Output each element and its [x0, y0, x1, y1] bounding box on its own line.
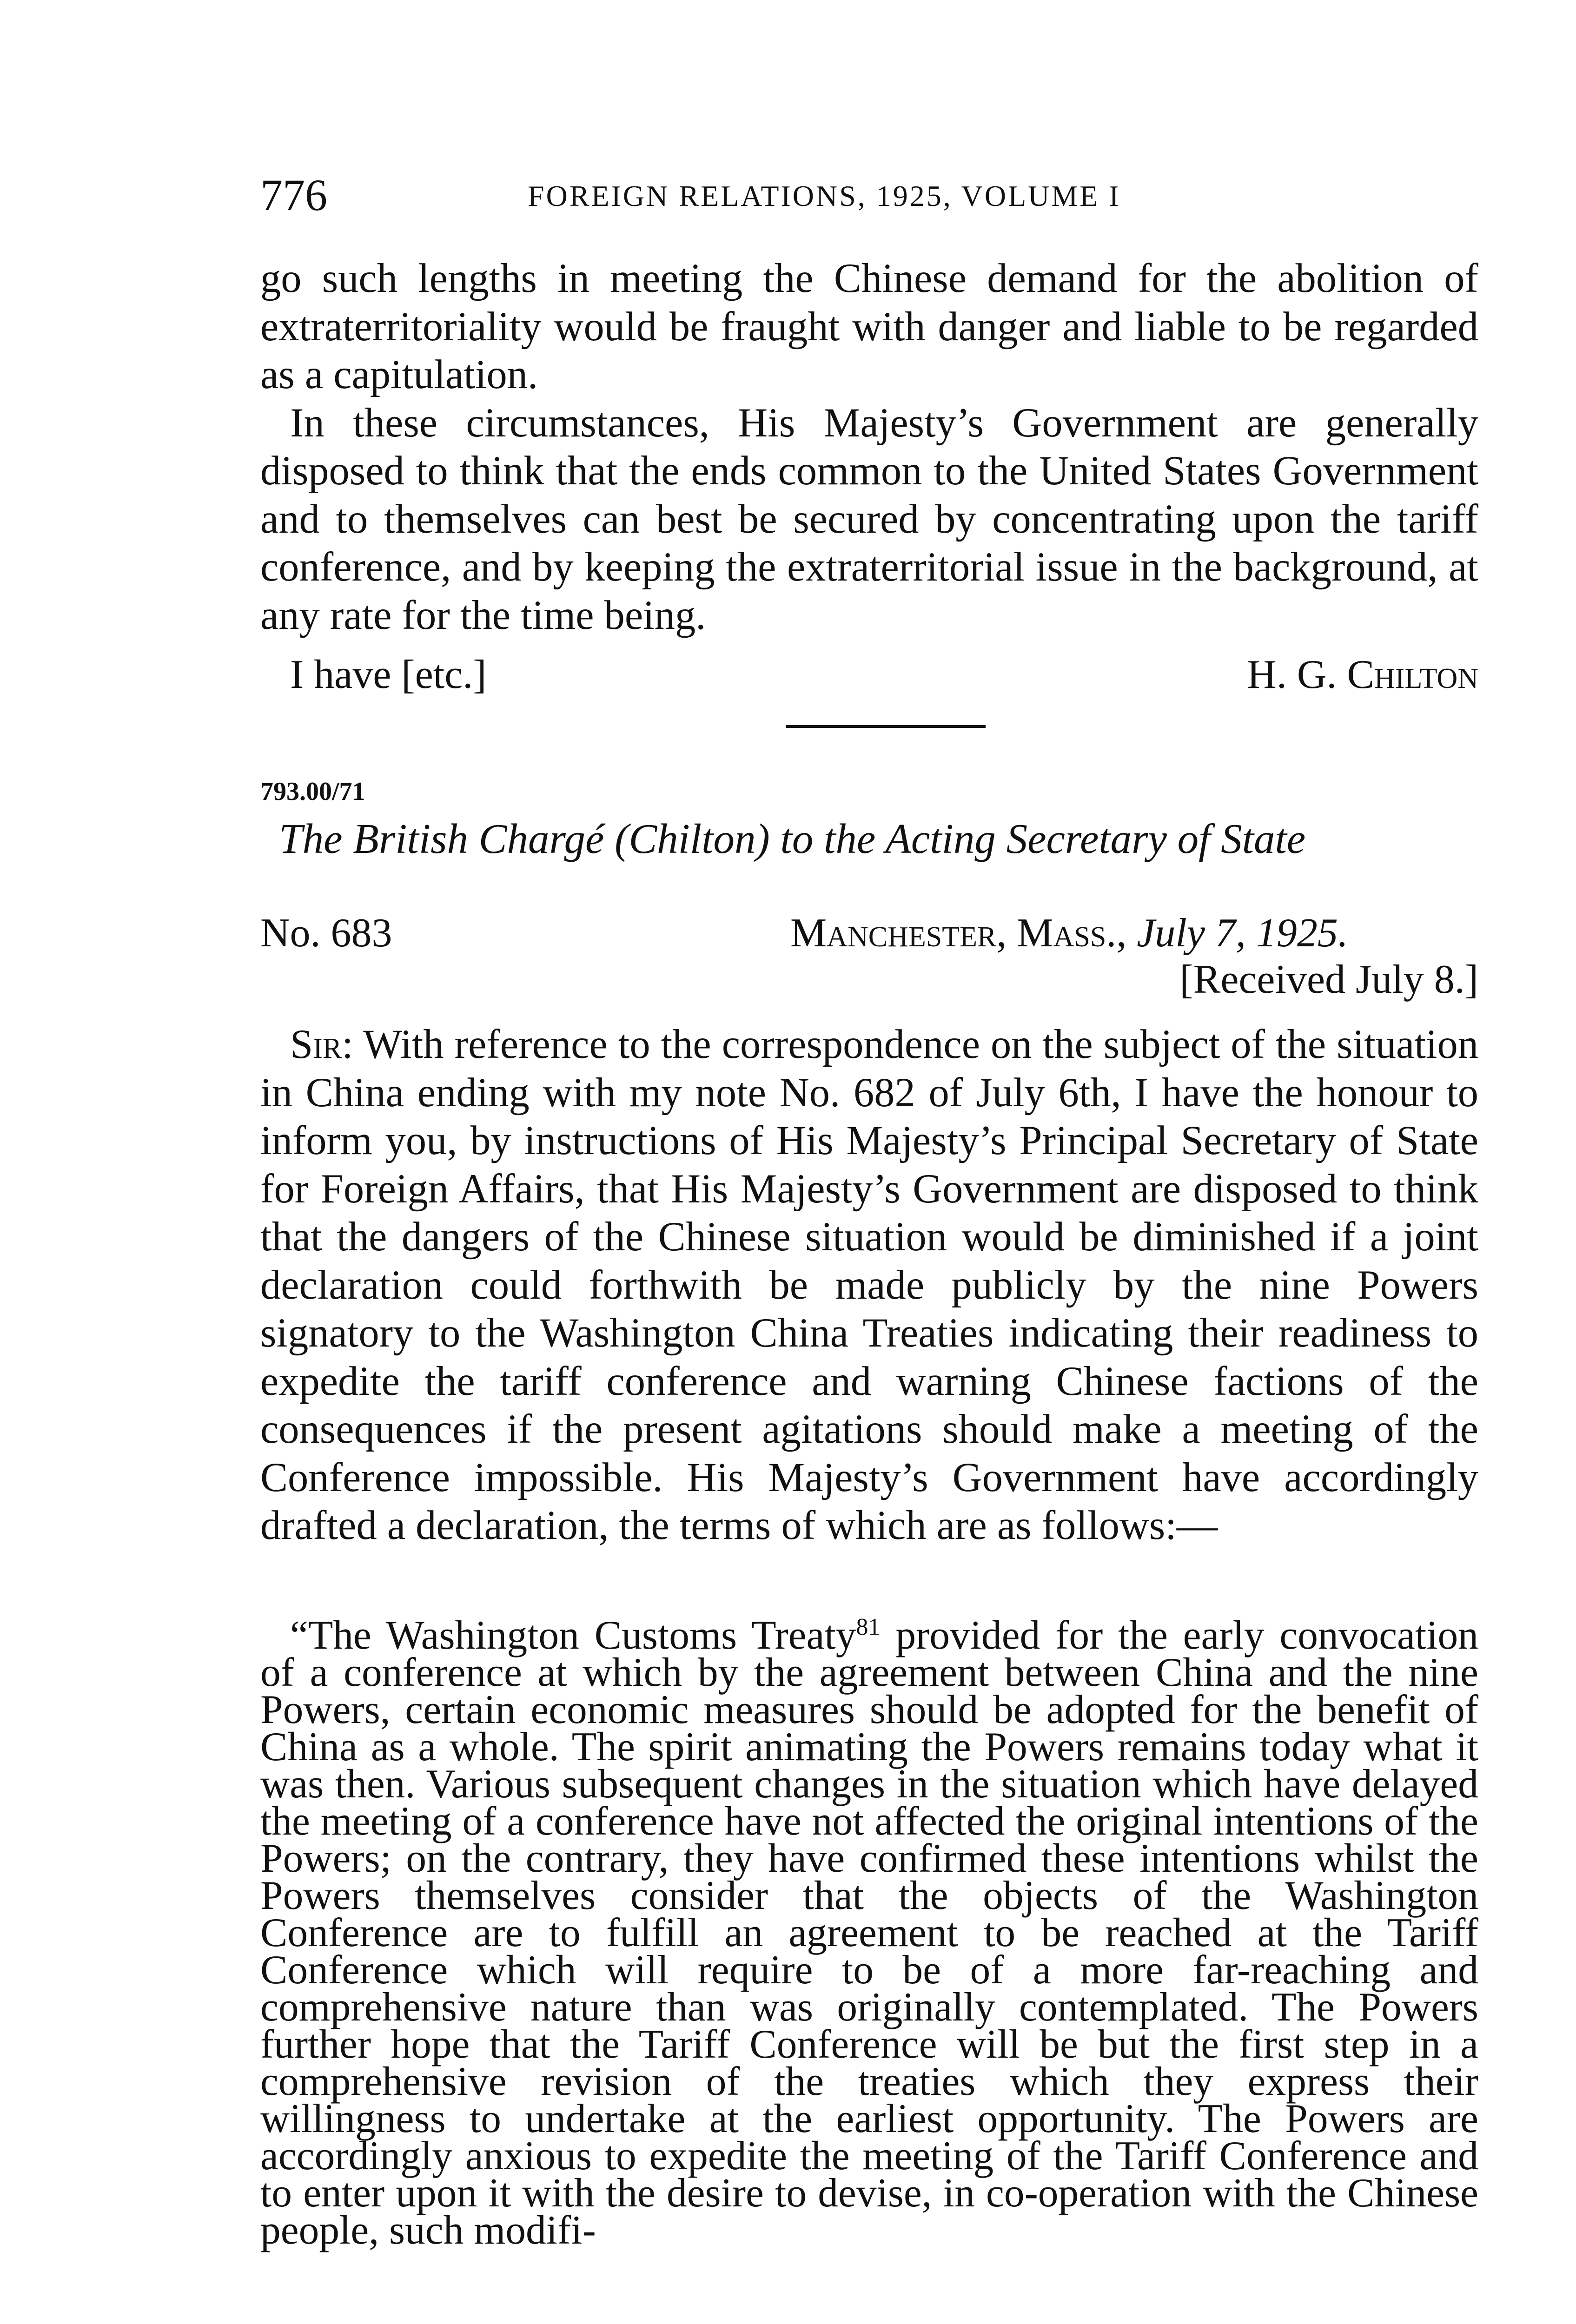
- section-divider: [786, 725, 986, 728]
- salutation: Sir:: [290, 1022, 353, 1067]
- dateline: [260, 909, 1478, 1016]
- continued-text: [260, 255, 1478, 640]
- note-number: No. 683: [260, 911, 392, 956]
- place: Manchester, Mass.,: [790, 911, 1127, 956]
- running-header: [260, 167, 1478, 223]
- place-date: [790, 909, 1348, 957]
- signature: [1247, 651, 1478, 699]
- declaration-text: provided for the early convocation of a conference at which by the agreement between China and the nine Powers, certain economic measures should be adopted for the benefit of China as a whole. The spirit animating the Powers remains today what it was then. Various subsequent changes in the situation which have delayed the meeting of a conference have not affected the original intentions of the Powers; on the contrary, they have confirmed these intentions whilst the Powers themselves consider that the objects of the Washington Conference are to fulfill an agreement to be reached at the Tariff Conference which will require to be of a more far-reaching and comprehensive nature than was originally contemplated. The Powers further hope that the Tariff Conference will be but the first step in a comprehensive revision of the treaties which they express their willingness to undertake at the earliest opportunity. The Powers are accordingly anxious to expedite the meeting of the Tariff Conference and to enter upon it with the desire to devise, in co-operation with the Chinese people, such modifi-: [260, 1612, 1478, 2252]
- quoted-declaration: [260, 1612, 1478, 2252]
- letter-text: With reference to the correspondence on the subject of the situation in China ending with my note No. 682 of July 6th, I have the honour to inform you, by instructions of His Majesty’s Principal Secretary of State for Foreign Affairs, that His Majesty’s Government are disposed to think that the dangers of the Chinese situation would be diminished if a joint declaration could forthwith be made publicly by the nine Powers signatory to the Washington China Treaties indicating their readiness to expedite the tariff conference and warning Chinese factions of the consequences if the present agitations should make a meeting of the Conference impossible. His Majesty’s Government have accordingly drafted a declaration, the terms of which are as follows:—: [260, 1022, 1479, 1548]
- letter-paragraph: [260, 1021, 1478, 1550]
- signoff: [260, 651, 1478, 702]
- declaration-opening: “The Washington Customs Treaty: [290, 1612, 856, 1657]
- received-date: [Received July 8.]: [1179, 957, 1478, 1002]
- letter-body: [260, 1021, 1478, 1550]
- date: July 7, 1925.: [1137, 911, 1348, 956]
- document-title: The British Chargé (Chilton) to the Acting Secretary of State: [279, 815, 1306, 862]
- declaration-paragraph: [260, 1612, 1478, 2252]
- circumstances-paragraph: In these circumstances, His Majesty’s Government are generally disposed to think that the ends common to the United States Government and to themselves can best be secured by concentrating upon the tariff conference, and by keeping the extraterritorial issue in the background, at any rate for the time being.: [260, 400, 1478, 638]
- signature-initials: H. G.: [1247, 652, 1337, 697]
- running-title: FOREIGN RELATIONS, 1925, VOLUME I: [528, 179, 1121, 212]
- file-number: 793.00/71: [260, 777, 365, 806]
- footnote-reference: 81: [856, 1614, 881, 1640]
- signature-surname: Chilton: [1347, 652, 1478, 697]
- continuation-paragraph: go such lengths in meeting the Chinese demand for the abolition of extraterritoriality would be fraught with danger and liable to be regarded as a capitulation.: [260, 256, 1478, 397]
- closing-formula: I have [etc.]: [290, 652, 487, 697]
- page-number: 776: [260, 170, 327, 220]
